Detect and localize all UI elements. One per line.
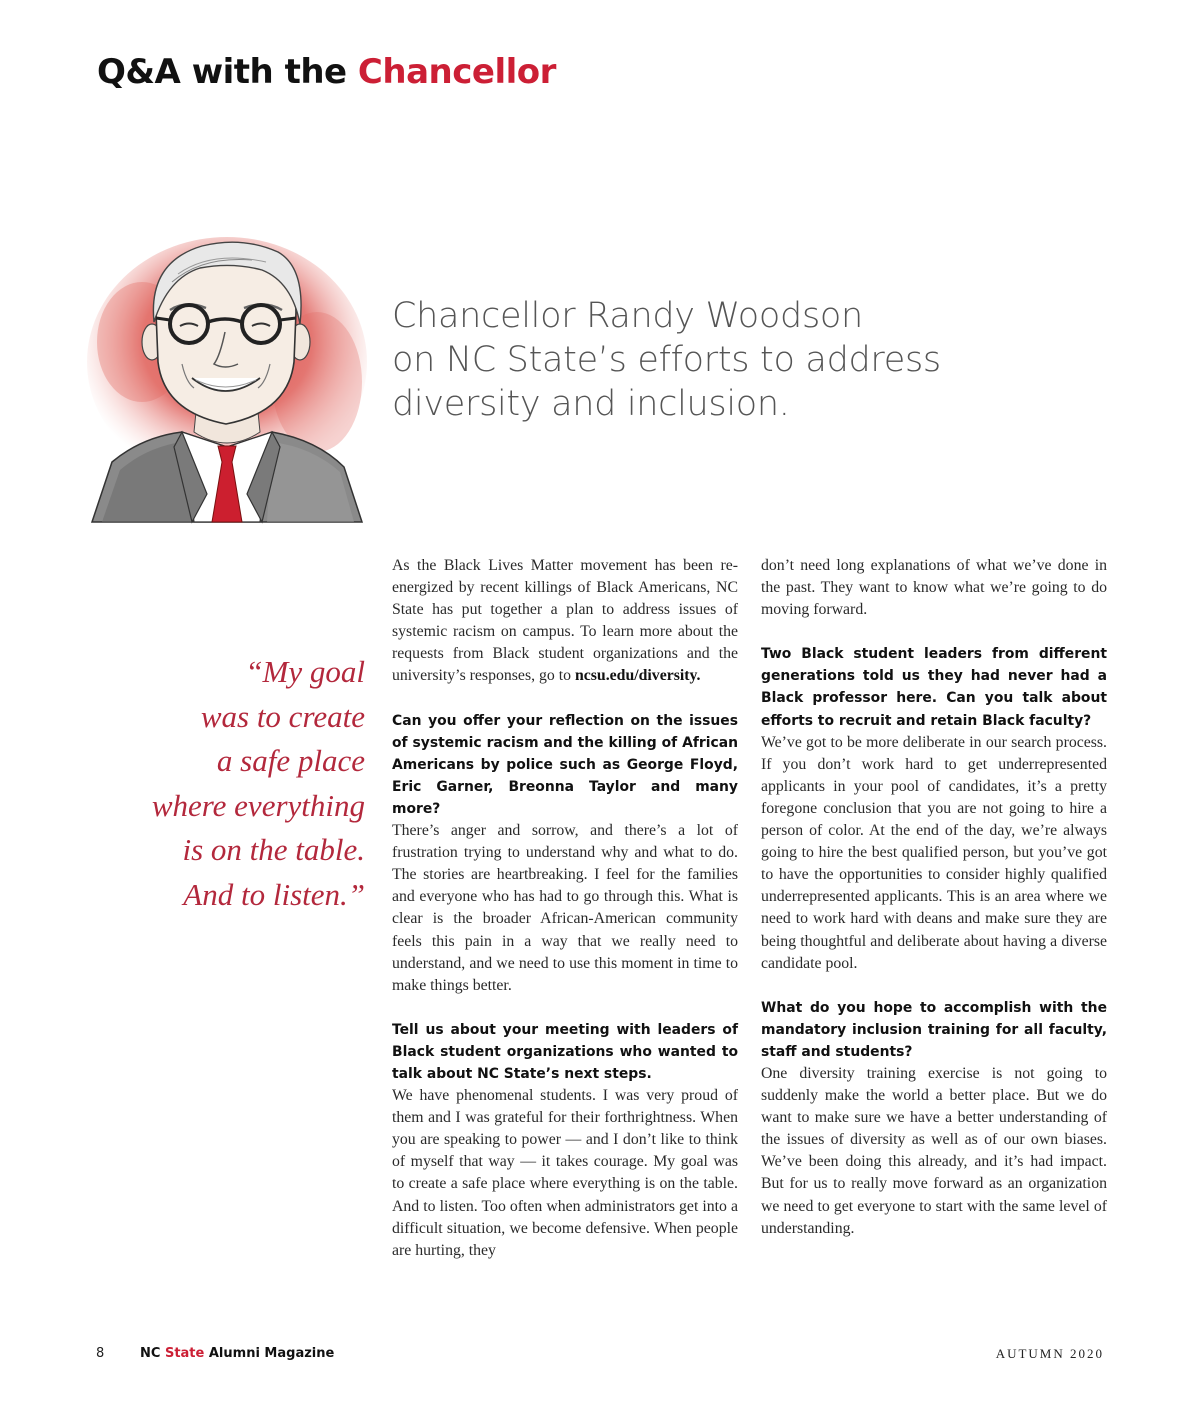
intro-text: As the Black Lives Matter movement has been re-energized by recent killings of Black Americans, NC State has put together a plan to address issues of systemic racism on campus. To learn more about the requests from Black student organizations and the university’s responses, go to: [392, 557, 738, 685]
title-prefix: Q&A with the: [97, 52, 358, 92]
pullquote-line-5: is on the table.: [182, 832, 365, 867]
question-2: Tell us about your meeting with leaders of Black student organizations who wanted to talk about NC State’s next steps.: [392, 1021, 738, 1082]
answer-2: We have phenomenal students. I was very proud of them and I was grateful for their forthrightness. When you are speaking to power — and I don’t like to think of myself that way — it takes courage. My goal was to create a safe place where everything is on the table. And to listen. Too often when administrators get into a difficult situation, we become defensive. When people are hurting, they: [392, 1087, 738, 1259]
article-column-2: [761, 555, 1107, 1262]
magazine-prefix: NC: [140, 1346, 165, 1361]
magazine-name: [140, 1346, 334, 1361]
article-column-1: [392, 555, 738, 1284]
question-1: Can you offer your reflection on the issues of systemic racism and the killing of African Americans by police such as George Floyd, Eric Garner, Breonna Taylor and many more?: [392, 712, 738, 817]
answer-4: One diversity training exercise is not going to suddenly make the world a better place. But we do want to make sure we have a better understanding of the issues of diversity as well as of our own biases. We’ve been doing this already, and it’s had impact. But for us to really move forward as an organization we need to get everyone to start with the same level of understanding.: [761, 1064, 1107, 1237]
page-number: 8: [96, 1346, 105, 1361]
subhead-line-2: on NC State’s efforts to address: [392, 340, 941, 380]
answer-1: There’s anger and sorrow, and there’s a lot of frustration trying to understand why and what to do. The stories are heartbreaking. I feel for the families and everyone who has had to go through this. What is clear is the broader African-American community feels this pain in a way that we really need to understand, and we need to use this moment in time to make things better.: [392, 822, 738, 994]
pullquote-line-2: was to create: [200, 698, 365, 734]
pullquote-line-4: where everything: [151, 787, 365, 823]
page-footer: [0, 1346, 1200, 1366]
article-subhead: [392, 294, 992, 426]
question-4: What do you hope to accomplish with the mandatory inclusion training for all faculty, staff and students?: [761, 999, 1107, 1060]
pullquote-line-3: a safe place: [216, 743, 365, 778]
chancellor-portrait-illustration: [82, 232, 372, 532]
page-title: [97, 52, 556, 92]
subhead-line-1: Chancellor Randy Woodson: [392, 296, 863, 336]
pullquote-line-1: “My goal: [245, 654, 365, 689]
pullquote-line-6: And to listen.”: [183, 876, 365, 912]
pull-quote: [60, 650, 365, 917]
title-accent: Chancellor: [357, 52, 556, 92]
intro-paragraph: [392, 555, 738, 688]
issue-date: AUTUMN 2020: [995, 1346, 1104, 1361]
magazine-accent: State: [164, 1346, 205, 1361]
diversity-link[interactable]: ncsu.edu/diversity.: [574, 667, 701, 685]
answer-3: We’ve got to be more deliberate in our search process. If you don’t work hard to get underrepresented applicants in your pool of candidates, it’s a pretty foregone conclusion that you are not going to hire a person of color. At the end of the day, we’re always going to hire the best qualified person, but you’ve got to have the opportunities to consider highly qualified underrepresented applicants. This is an area where we need to work hard with deans and make sure they are being thoughtful and deliberate about having a diverse candidate pool.: [761, 733, 1107, 972]
subhead-line-3: diversity and inclusion.: [392, 384, 790, 424]
magazine-suffix: Alumni Magazine: [204, 1346, 335, 1361]
answer-2-continued: don’t need long explanations of what we’ve done in the past. They want to know what we’re going to do moving forward.: [761, 557, 1107, 619]
question-3: Two Black student leaders from different generations told us they had never had a Black professor here. Can you talk about efforts to recruit and retain Black faculty?: [761, 646, 1107, 729]
